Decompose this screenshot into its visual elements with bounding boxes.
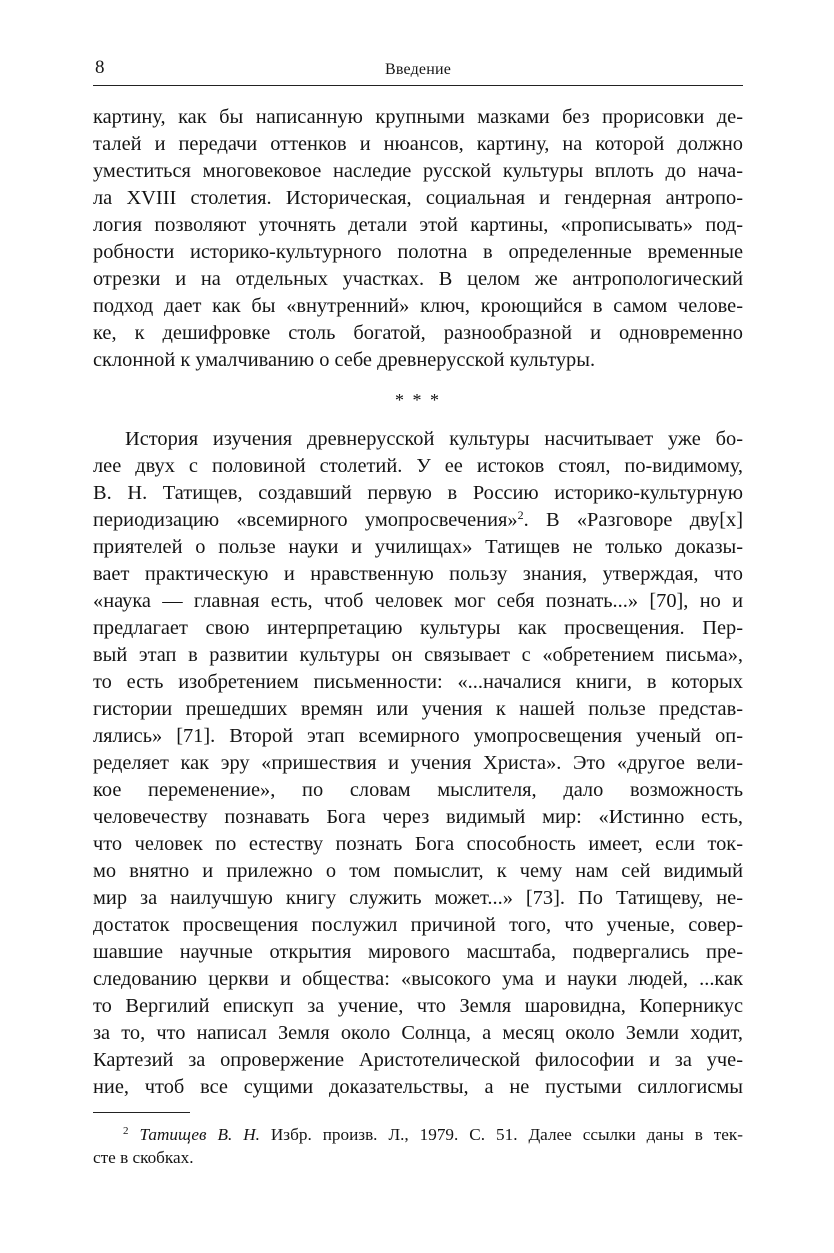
text-line: История изучения древнерусской культуры насчитывает уже бо- xyxy=(125,428,743,450)
page-number: 8 xyxy=(95,57,105,78)
text-line: склонной к умалчиванию о себе древнерусской культуры. xyxy=(93,349,596,371)
text-line: картину, как бы написанную крупными мазками без прорисовки де- xyxy=(93,106,743,128)
book-page xyxy=(93,55,743,1169)
text-line-with-footnote-ref xyxy=(93,507,743,534)
running-title: Введение xyxy=(384,61,452,78)
footnote-marker: 2 xyxy=(123,1125,129,1137)
text-line: лее двух с половиной столетий. У ее истоков стоял, по-видимому, xyxy=(93,455,743,477)
text-line: то Вергилий епискуп за учение, что Земля шаровидна, Коперникус xyxy=(93,995,743,1017)
footnote-divider xyxy=(93,1112,190,1113)
footnote-line: сте в скобках. xyxy=(93,1148,194,1167)
text-line: ке, к дешифровке столь богатой, разнообразной и одновременно xyxy=(93,322,743,344)
text-line: шавшие научные открытия мирового масштаба, подвергались пре- xyxy=(93,941,743,963)
text-line: ределяет как эру «пришествия и учения Христа». Это «другое вели- xyxy=(93,752,743,774)
text-line: подход дает как бы «внутренний» ключ, кроющийся в самом челове- xyxy=(93,295,743,317)
text-segment: периодизацию «всемирного умопросвечения» xyxy=(93,509,518,531)
text-line: Картезий за опровержение Аристотелической философии и за уче- xyxy=(93,1049,743,1071)
text-line: робности историко-культурного полотна в определенные временные xyxy=(93,241,743,263)
text-line: за то, что написал Земля около Солнца, а месяц около Земли ходит, xyxy=(93,1022,743,1044)
footnote-line xyxy=(93,1123,743,1146)
text-line: ла XVIII столетия. Историческая, социальная и гендерная антропо- xyxy=(93,187,743,209)
text-line: достаток просвещения послужил причиной того, что ученые, совер- xyxy=(93,914,743,936)
text-line: человечеству познавать Бога через видимый мир: «Истинно есть, xyxy=(93,806,743,828)
paragraph-continued xyxy=(93,104,743,374)
section-separator: * * * xyxy=(395,390,441,410)
running-header xyxy=(93,55,743,86)
text-line: отрезки и на отдельных участках. В целом же антропологический xyxy=(93,268,743,290)
text-line: приятелей о пользе науки и училищах» Татищев не только доказы- xyxy=(93,536,743,558)
text-line: логия позволяют уточнять детали этой картины, «прописывать» под- xyxy=(93,214,743,236)
text-line: ние, чтоб все сущими доказательствы, а не пустыми силлогисмы xyxy=(93,1076,743,1098)
footnote-author: Татищев В. Н. xyxy=(139,1125,260,1144)
text-line: предлагает свою интерпретацию культуры как просвещения. Пер- xyxy=(93,617,743,639)
text-line: кое переменение», по словам мыслителя, дало возможность xyxy=(93,779,743,801)
text-line: вает практическую и нравственную пользу знания, утверждая, что xyxy=(93,563,743,585)
text-line: что человек по естеству познать Бога способность имеет, если ток- xyxy=(93,833,743,855)
text-line: мо внятно и прилежно о том помыслит, к чему нам сей видимый xyxy=(93,860,743,882)
text-line: «наука — главная есть, чтоб человек мог себя познать...» [70], но и xyxy=(93,590,743,612)
footnote-reference[interactable]: 2 xyxy=(517,508,524,522)
text-line: следованию церкви и общества: «высокого ума и науки людей, ...как xyxy=(93,968,743,990)
text-line: лялись» [71]. Второй этап всемирного умопросвещения ученый оп- xyxy=(93,725,743,747)
text-line: гистории прешедших времян или учения к нашей пользе представ- xyxy=(93,698,743,720)
text-line: то есть изобретением письменности: «...началися книги, в которых xyxy=(93,671,743,693)
footnote-text: Избр. произв. Л., 1979. С. 51. Далее ссылки даны в тек- xyxy=(259,1125,743,1144)
paragraph-history xyxy=(93,426,743,1101)
text-segment: . В «Разговоре дву[х] xyxy=(523,509,743,531)
text-line: уместиться многовековое наследие русской культуры вплоть до нача- xyxy=(93,160,743,182)
text-line: мир за наилучшую книгу служить может...» [73]. По Татищеву, не- xyxy=(93,887,743,909)
text-line: талей и передачи оттенков и нюансов, картину, на которой должно xyxy=(93,133,743,155)
text-line: В. Н. Татищев, создавший первую в Россию историко-культурную xyxy=(93,482,743,504)
text-line: вый этап в развитии культуры он связывает с «обретением письма», xyxy=(93,644,743,666)
footnote xyxy=(93,1123,743,1169)
